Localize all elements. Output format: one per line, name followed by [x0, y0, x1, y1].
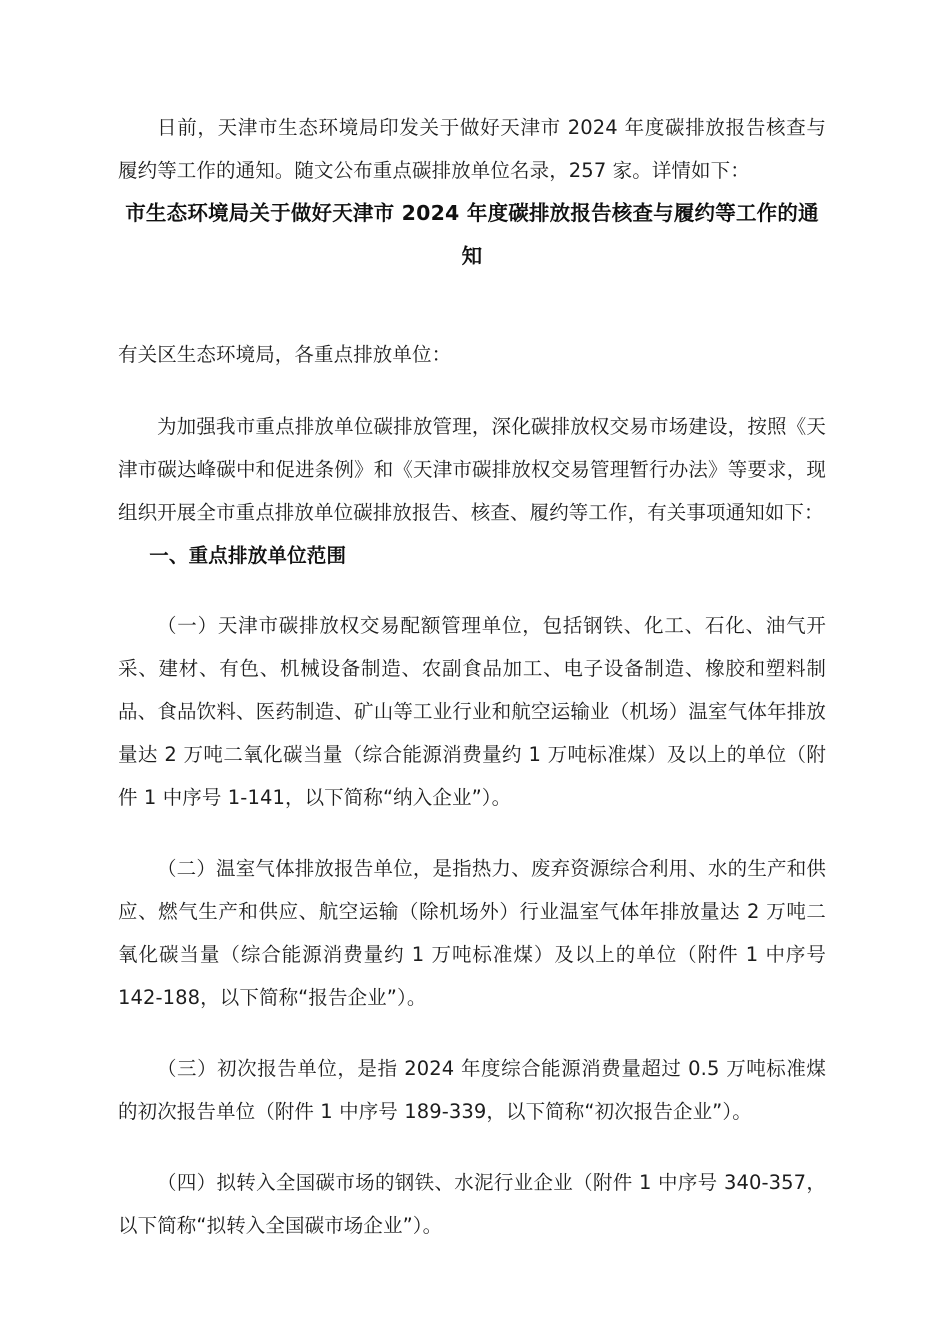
section-1-item-3: （三）初次报告单位，是指 2024 年度综合能源消费量超过 0.5 万吨标准煤的初次报告单位（附件 1 中序号 189-339，以下简称“初次报告企业”）。 — [118, 1057, 826, 1123]
section-heading-1: 一、重点排放单位范围 — [149, 544, 347, 567]
salutation-line: 有关区生态环境局，各重点排放单位： — [118, 343, 452, 366]
page-title: 市生态环境局关于做好天津市 2024 年度碳排放报告核查与履约等工作的通知 — [125, 201, 819, 268]
section-1-item-1: （一）天津市碳排放权交易配额管理单位，包括钢铁、化工、石化、油气开采、建材、有色、机械设备制造、农副食品加工、电子设备制造、橡胶和塑料制品、食品饮料、医药制造、矿山等工业行业和航空运输业（机场）温室气体年排放量达 2 万吨二氧化碳当量（综合能源消费量约 1 万吨标准煤）及以上的单位（附件 1 中序号 1-141，以下简称“纳入企业”）。 — [118, 614, 826, 809]
document-body — [118, 0, 826, 1247]
section-1-item-4: （四）拟转入全国碳市场的钢铁、水泥行业企业（附件 1 中序号 340-357，以下简称“拟转入全国碳市场企业”）。 — [118, 1171, 826, 1237]
section-1-item-2: （二）温室气体排放报告单位，是指热力、废弃资源综合利用、水的生产和供应、燃气生产和供应、航空运输（除机场外）行业温室气体年排放量达 2 万吨二氧化碳当量（综合能源消费量约 1 万吨标准煤）及以上的单位（附件 1 中序号 142-188，以下简称“报告企业”）。 — [118, 857, 826, 1009]
preamble-paragraph: 为加强我市重点排放单位碳排放管理，深化碳排放权交易市场建设，按照《天津市碳达峰碳中和促进条例》和《天津市碳排放权交易管理暂行办法》等要求，现组织开展全市重点排放单位碳排放报告、核查、履约等工作，有关事项通知如下： — [118, 415, 826, 524]
lead-paragraph: 日前，天津市生态环境局印发关于做好天津市 2024 年度碳排放报告核查与履约等工作的通知。随文公布重点碳排放单位名录，257 家。详情如下： — [118, 116, 826, 182]
